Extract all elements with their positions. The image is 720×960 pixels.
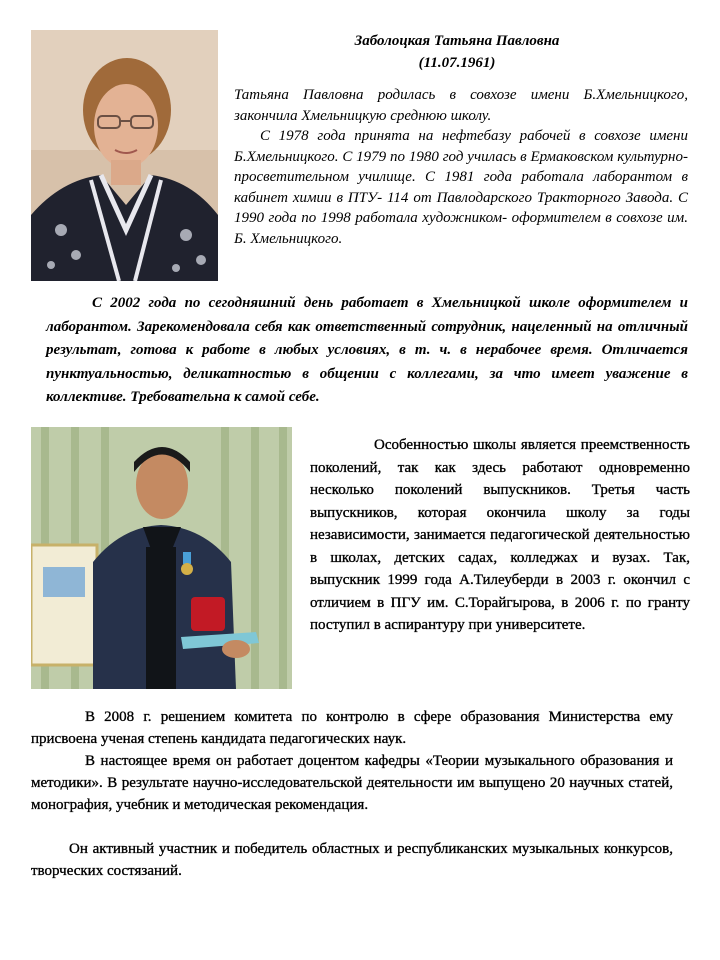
man-with-award-illustration — [31, 427, 292, 689]
bio-paragraph-2: С 1978 года принята на нефтебазу рабочей в совхозе имени Б.Хмельницкого. С 1979 по 1980 год училась в Ермаковском культурно-просветительном училище. С 1981 года работала лаборантом в кабинет химии в ПТУ- 114 от Павлодарского Тракторного Завода. С 1990 года по 1998 работала художником- оформителем в совхозе им. Б. Хмельницкого. — [234, 128, 688, 247]
person-name: Заболоцкая Татьяна Павловна — [354, 33, 560, 49]
school-paragraph: Особенностью школы является преемственность поколений, так как здесь работают одновременно несколько поколений выпускников. Третья часть выпускников, которая окончила школу за годы независимости, занимается педагогической деятельностью в школах, детских садах, колледжах и вузах. Так, выпускник 1999 года А.Тилеуберди в 2003 г. окончил с отличием в ПГУ им. С.Торайгырова, в 2006 г. по гранту поступил в аспирантуру при университете. — [310, 437, 690, 633]
degree-paragraph: В 2008 г. решением комитета по контролю в сфере образования Министерства ему присвоена ученая степень кандидата педагогических наук. — [31, 709, 673, 747]
bio-paragraph-1: Татьяна Павловна родилась в совхозе имени Б.Хмельницкого, закончила Хмельницкую среднюю школу. — [234, 87, 688, 124]
portrait-photo-woman — [31, 30, 218, 281]
photo-man-with-award — [31, 427, 292, 689]
person-header — [226, 30, 688, 74]
competitions-paragraph: Он активный участник и победитель областных и республиканских музыкальных конкурсов, творческих состязаний. — [31, 841, 673, 879]
bio-paragraph-3: С 2002 года по сегодняшний день работает в Хмельницкой школе оформителем и лаборантом. Зарекомендовала себя как ответственный сотрудник, нацеленный на отличный результат, готова к работе в любых условиях, в т. ч. в нерабочее время. Отличается пунктуальностью, деликатностью в общении с коллегами, за что имеет уважение в коллективе. Требовательна к самой себе. — [46, 295, 688, 406]
person-dates: (11.07.1961) — [418, 55, 496, 71]
portrait-woman-illustration — [31, 30, 218, 281]
work-paragraph: В настоящее время он работает доцентом кафедры «Теории музыкального образования и методики». В результате научно-исследовательской деятельности им выпущено 20 научных статей, монография, учебник и методическая рекомендация. — [31, 753, 673, 813]
